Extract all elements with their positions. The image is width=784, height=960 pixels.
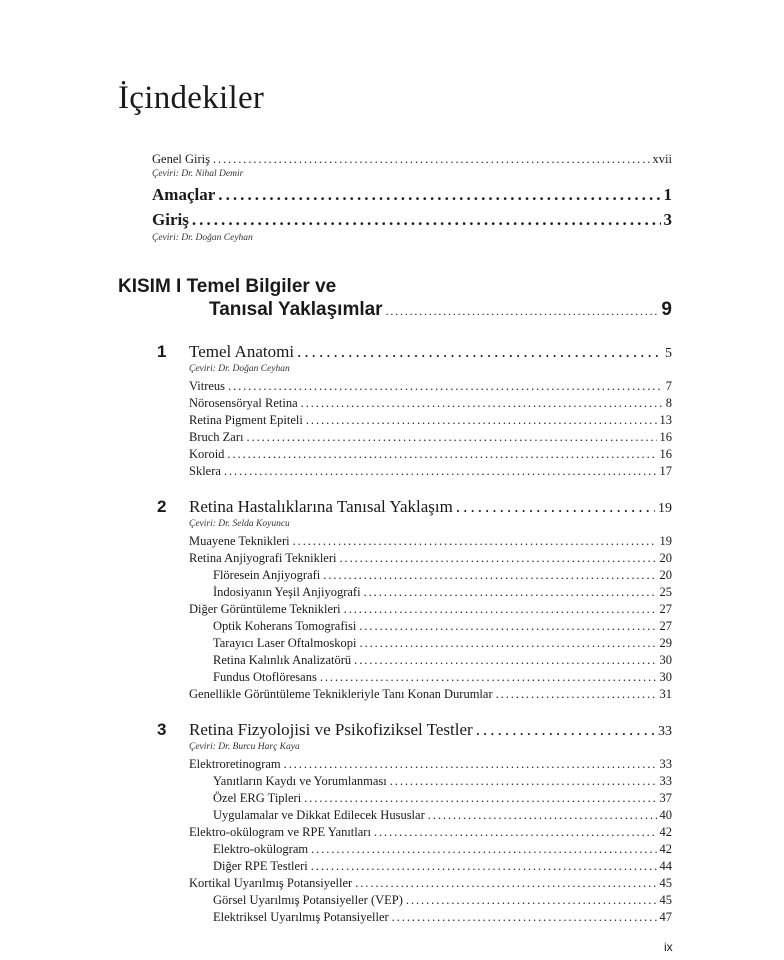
toc-page-number: 13 (659, 413, 672, 427)
dot-leader (456, 497, 655, 517)
toc-page-number: 42 (659, 825, 672, 839)
toc-subentry[interactable] (213, 893, 672, 908)
toc-chapter-2[interactable] (189, 497, 672, 517)
toc-entry[interactable] (189, 413, 672, 428)
toc-entry-label: Koroid (189, 447, 225, 461)
toc-entry[interactable] (189, 876, 672, 891)
chapter-title: Temel Anatomi (189, 342, 295, 361)
toc-page-number: 45 (659, 876, 672, 890)
translator-credit: Çeviri: Dr. Doğan Ceyhan (152, 233, 253, 243)
toc-subentry[interactable] (213, 842, 672, 857)
toc-entry-label: Retina Pigment Epiteli (189, 413, 303, 427)
toc-subentry[interactable] (213, 568, 672, 583)
dot-leader (228, 379, 663, 394)
toc-page-number: xvii (652, 152, 672, 166)
dot-leader (364, 585, 657, 600)
dot-leader (476, 720, 655, 740)
dot-leader (301, 396, 663, 411)
toc-entry-label: Görsel Uyarılmış Potansiyeller (VEP) (213, 893, 403, 907)
toc-subentry[interactable] (213, 791, 672, 806)
translator-credit: Çeviri: Dr. Burcu Harç Kaya (189, 742, 300, 752)
chapter-number: 1 (157, 342, 167, 361)
translator-credit: Çeviri: Dr. Doğan Ceyhan (189, 364, 290, 374)
toc-entry-label: Genellikle Görüntüleme Teknikleriyle Tanı Konan Durumlar (189, 687, 493, 701)
dot-leader (374, 825, 657, 840)
toc-subentry[interactable] (213, 808, 672, 823)
toc-entry[interactable] (189, 447, 672, 462)
dot-leader (339, 551, 656, 566)
toc-entry-label: Muayene Teknikleri (189, 534, 290, 548)
toc-page-number: 9 (661, 299, 672, 320)
toc-page-number: 47 (659, 910, 672, 924)
toc-entry-label: Diğer Görüntüleme Teknikleri (189, 602, 341, 616)
dot-leader (213, 152, 650, 167)
dot-leader (224, 464, 657, 479)
toc-subentry[interactable] (213, 653, 672, 668)
toc-entry[interactable] (189, 430, 672, 445)
toc-page-number: 20 (659, 568, 672, 582)
toc-page-number: 27 (659, 619, 672, 633)
toc-page-number: 20 (659, 551, 672, 565)
dot-leader (386, 304, 659, 319)
toc-page-number: 42 (659, 842, 672, 856)
toc-entry-label: Nörosensöryal Retina (189, 396, 298, 410)
toc-page-number: 45 (659, 893, 672, 907)
toc-page-number: 30 (659, 653, 672, 667)
toc-page-number: 8 (665, 396, 672, 410)
part-subtitle: Tanısal Yaklaşımlar (209, 299, 383, 320)
chapter-number: 2 (157, 497, 167, 516)
toc-subentry[interactable] (213, 636, 672, 651)
page-title: İçindekiler (118, 80, 265, 116)
toc-subentry[interactable] (213, 859, 672, 874)
toc-entry-label: Yanıtların Kaydı ve Yorumlanması (213, 774, 387, 788)
toc-entry-label: Retina Kalınlık Analizatörü (213, 653, 352, 667)
toc-entry-label: Elektriksel Uyarılmış Potansiyeller (213, 910, 389, 924)
toc-entry[interactable] (189, 379, 672, 394)
dot-leader (428, 808, 657, 823)
toc-entry-label: Tarayıcı Laser Oftalmoskopi (213, 636, 357, 650)
toc-entry-label: İndosiyanın Yeşil Anjiyografi (213, 585, 361, 599)
dot-leader (218, 185, 660, 205)
toc-entry-label: Flöresein Anjiyografi (213, 568, 321, 582)
dot-leader (360, 636, 657, 651)
dot-leader (311, 859, 657, 874)
dot-leader (293, 534, 657, 549)
toc-entry-label: Özel ERG Tipleri (213, 791, 302, 805)
dot-leader (344, 602, 657, 617)
toc-entry-part-1[interactable] (209, 299, 672, 321)
dot-leader (320, 670, 657, 685)
toc-page-number: 5 (665, 346, 672, 361)
translator-credit: Çeviri: Dr. Nihal Demir (152, 169, 244, 179)
toc-entry-label: Amaçlar (152, 185, 216, 204)
dot-leader (284, 757, 657, 772)
dot-leader (311, 842, 656, 857)
toc-entry-giris[interactable] (152, 210, 672, 230)
dot-leader (306, 413, 657, 428)
toc-entry-label: Sklera (189, 464, 221, 478)
toc-entry-label: Elektro-okülogram (213, 842, 309, 856)
part-title: KISIM I Temel Bilgiler ve (118, 276, 337, 297)
toc-entry-genel-giris[interactable] (152, 152, 672, 167)
toc-page-number: 33 (659, 774, 672, 788)
toc-subentry[interactable] (213, 619, 672, 634)
toc-entry-label: Genel Giriş (152, 152, 210, 166)
toc-subentry[interactable] (213, 774, 672, 789)
toc-page-number: 19 (658, 501, 672, 516)
chapter-title: Retina Hastalıklarına Tanısal Yaklaşım (189, 497, 453, 516)
toc-entry[interactable] (189, 551, 672, 566)
toc-entry-label: Uygulamalar ve Dikkat Edilecek Hususlar (213, 808, 425, 822)
toc-page-number: 25 (659, 585, 672, 599)
toc-page-number: 30 (659, 670, 672, 684)
chapter-title: Retina Fizyolojisi ve Psikofiziksel Testler (189, 720, 473, 739)
toc-page-number: 40 (659, 808, 672, 822)
toc-page-number: 29 (659, 636, 672, 650)
toc-chapter-3[interactable] (189, 720, 672, 740)
dot-leader (247, 430, 657, 445)
chapter-number: 3 (157, 720, 167, 739)
toc-entry-label: Elektro-okülogram ve RPE Yanıtları (189, 825, 371, 839)
dot-leader (392, 910, 657, 925)
dot-leader (323, 568, 656, 583)
toc-entry-label: Kortikal Uyarılmış Potansiyeller (189, 876, 353, 890)
toc-entry-label: Diğer RPE Testleri (213, 859, 308, 873)
toc-entry-label: Elektroretinogram (189, 757, 281, 771)
toc-entry-label: Vitreus (189, 379, 226, 393)
toc-entry[interactable] (189, 825, 672, 840)
toc-chapter-1[interactable] (189, 342, 672, 362)
toc-page-number: 33 (658, 724, 672, 739)
toc-page-number: 3 (663, 210, 672, 229)
toc-entry[interactable] (189, 464, 672, 479)
toc-entry[interactable] (189, 534, 672, 549)
dot-leader (304, 791, 656, 806)
toc-entry[interactable] (189, 757, 672, 772)
toc-page-number: 7 (665, 379, 672, 393)
page-number: ix (664, 940, 673, 954)
toc-entry[interactable] (189, 687, 672, 702)
toc-page-number: 19 (659, 534, 672, 548)
toc-subentry[interactable] (213, 670, 672, 685)
toc-page-number: 17 (659, 464, 672, 478)
dot-leader (406, 893, 657, 908)
dot-leader (390, 774, 657, 789)
toc-entry-amaclar[interactable] (152, 185, 672, 205)
dot-leader (297, 342, 662, 362)
dot-leader (355, 876, 656, 891)
toc-entry-label: Optik Koherans Tomografisi (213, 619, 357, 633)
toc-page-number: 1 (663, 185, 672, 204)
toc-page-number: 16 (659, 430, 672, 444)
toc-entry-label: Fundus Otoflöresans (213, 670, 317, 684)
dot-leader (227, 447, 656, 462)
dot-leader (496, 687, 657, 702)
dot-leader (359, 619, 656, 634)
toc-page-number: 31 (659, 687, 672, 701)
toc-page-number: 44 (659, 859, 672, 873)
toc-page-number: 27 (659, 602, 672, 616)
toc-subentry[interactable] (213, 585, 672, 600)
dot-leader (354, 653, 656, 668)
toc-entry[interactable] (189, 602, 672, 617)
toc-page-number: 33 (659, 757, 672, 771)
toc-entry-label: Bruch Zarı (189, 430, 244, 444)
toc-page-number: 37 (659, 791, 672, 805)
toc-subentry[interactable] (213, 910, 672, 925)
translator-credit: Çeviri: Dr. Selda Koyuncu (189, 519, 290, 529)
dot-leader (192, 210, 661, 230)
toc-entry-label: Retina Anjiyografi Teknikleri (189, 551, 337, 565)
toc-entry[interactable] (189, 396, 672, 411)
toc-entry-label: Giriş (152, 210, 189, 229)
toc-page-number: 16 (659, 447, 672, 461)
